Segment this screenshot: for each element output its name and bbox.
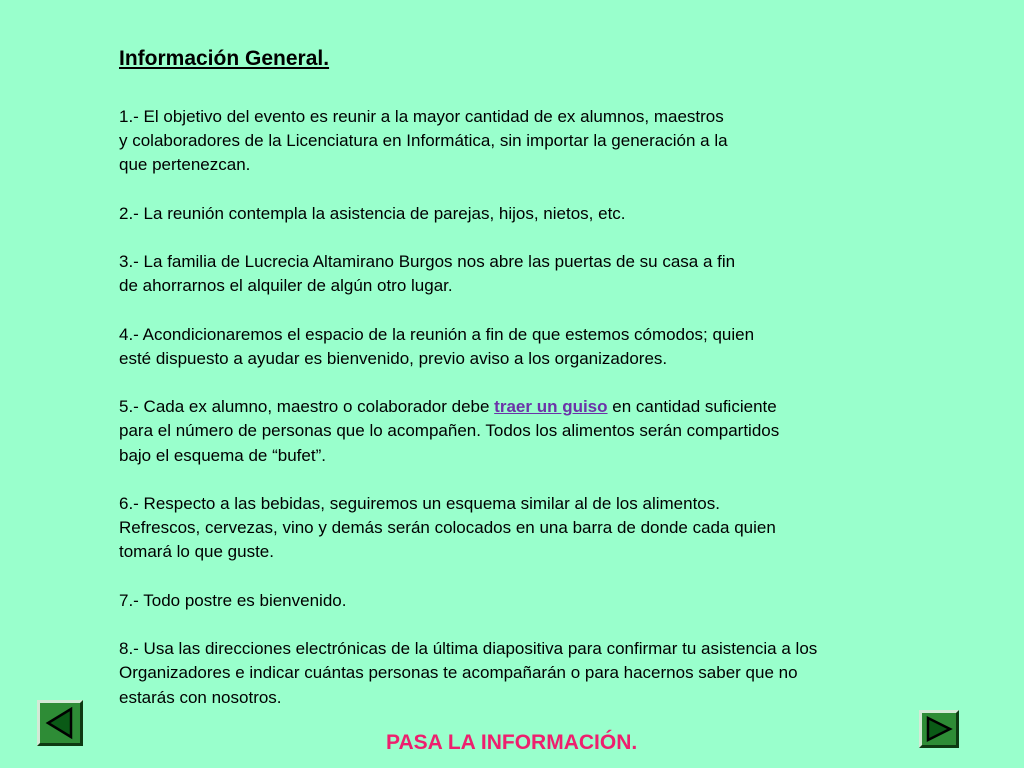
- footer-text: PASA LA INFORMACIÓN.: [386, 731, 638, 754]
- text-line: 4.- Acondicionaremos el espacio de la reunión a fin de que estemos cómodos; quien: [119, 324, 755, 344]
- text-line: bajo el esquema de “bufet”.: [119, 445, 326, 465]
- triangle-right-icon: [922, 713, 956, 745]
- list-item-1: [119, 105, 999, 178]
- next-slide-button[interactable]: [919, 710, 959, 748]
- text-line: Organizadores e indicar cuántas personas te acompañarán o para hacernos saber que no: [119, 663, 798, 683]
- traer-un-guiso-link[interactable]: traer un guiso: [494, 397, 608, 417]
- text-line: 1.- El objetivo del evento es reunir a la mayor cantidad de ex alumnos, maestros: [119, 107, 724, 126]
- text-line: 7.- Todo postre es bienvenido.: [119, 590, 347, 610]
- list-item-3: [119, 250, 999, 298]
- triangle-left-icon: [40, 703, 80, 743]
- previous-slide-button[interactable]: [37, 700, 83, 746]
- info-body: [119, 105, 999, 710]
- text-line: 3.- La familia de Lucrecia Altamirano Burgos nos abre las puertas de su casa a fin: [119, 252, 736, 272]
- text-line: Refrescos, cervezas, vino y demás serán colocados en una barra de donde cada quien: [119, 518, 776, 538]
- text-line: de ahorrarnos el alquiler de algún otro lugar.: [119, 276, 453, 296]
- text-line: estarás con nosotros.: [119, 687, 282, 707]
- text-line: para el número de personas que lo acompañen. Todos los alimentos serán compartidos: [119, 421, 780, 441]
- list-item-5: [119, 395, 999, 468]
- list-item-4: [119, 323, 999, 371]
- page-title: Información General.: [119, 47, 330, 70]
- text-line: 6.- Respecto a las bebidas, seguiremos un esquema similar al de los alimentos.: [119, 494, 720, 513]
- text-line: esté dispuesto a ayudar es bienvenido, previo aviso a los organizadores.: [119, 348, 668, 368]
- text-segment: en cantidad suficiente: [607, 397, 777, 417]
- list-item-7: [119, 589, 999, 613]
- text-line: que pertenezcan.: [119, 155, 251, 175]
- list-item-8: [119, 637, 999, 710]
- text-segment: 5.- Cada ex alumno, maestro o colaborador debe: [119, 397, 495, 417]
- list-item-6: [119, 492, 999, 565]
- text-line: 2.- La reunión contempla la asistencia de parejas, hijos, nietos, etc.: [119, 203, 626, 223]
- text-line: 8.- Usa las direcciones electrónicas de la última diapositiva para confirmar tu asistencia a los: [119, 639, 818, 659]
- text-line: tomará lo que guste.: [119, 542, 274, 562]
- text-line: y colaboradores de la Licenciatura en Informática, sin importar la generación a la: [119, 131, 728, 151]
- list-item-2: [119, 202, 999, 226]
- text-line: [119, 395, 999, 419]
